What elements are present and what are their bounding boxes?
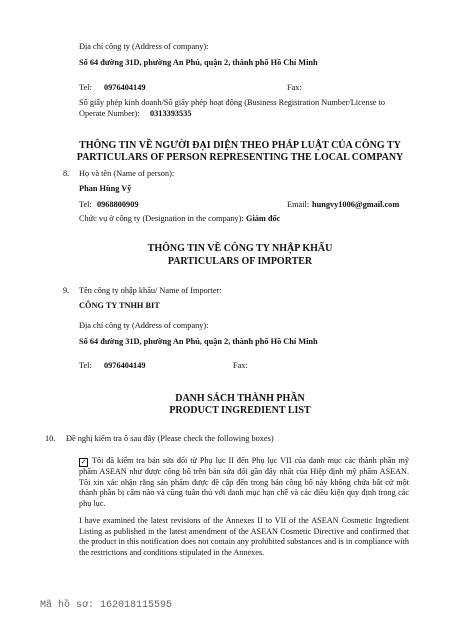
company-tel-value: 0976404149 bbox=[104, 83, 146, 92]
company-address-label: Địa chỉ công ty (Address of company): bbox=[79, 42, 209, 51]
importer-name-value: CÔNG TY TNHH BIT bbox=[79, 301, 160, 310]
representative-name-label: Họ và tên (Name of person): bbox=[79, 169, 175, 178]
declaration-vi-text: Tôi đã kiểm tra bản sửa đổi từ Phụ lục II đến Phụ lục VII của danh mục các thành phần mỹ phẩm ASEAN như được công bố trên bản sửa đổi gần đây nhất của Hiệp định mỹ phẩm ASEAN. Tôi xin xác nhận rằng sản phẩm được đề cập đến trong bản công bố này không chứa bất cứ một thành phần bị cấm nào và cũng tuân thủ với danh mục hạn chế và các điều kiện quy định trong các phụ lục. bbox=[79, 456, 409, 508]
ingredients-item-number: 10. bbox=[45, 434, 56, 443]
representative-heading-vi: THÔNG TIN VỀ NGƯỜI ĐẠI DIỆN THEO PHÁP LUẬT CỦA CÔNG TY bbox=[79, 140, 401, 151]
representative-tel-value: 0968800909 bbox=[97, 200, 139, 209]
license-value: 0313393535 bbox=[150, 109, 192, 118]
importer-fax-label: Fax: bbox=[233, 361, 248, 370]
ingredients-declaration-vi bbox=[79, 456, 409, 509]
representative-name-value: Phan Hùng Vỹ bbox=[79, 184, 132, 193]
importer-item-number: 9. bbox=[63, 286, 70, 295]
ingredients-heading-en: PRODUCT INGREDIENT LIST bbox=[169, 405, 311, 416]
representative-email-value: hungvy1006@gmail.com bbox=[312, 200, 400, 209]
importer-name-label: Tên công ty nhập khẩu/ Name of Importer: bbox=[79, 286, 222, 295]
record-code: Mã hồ sơ: 162018115595 bbox=[40, 600, 173, 611]
representative-designation-value: Giám đốc bbox=[246, 214, 281, 223]
company-address-value: Số 64 đường 31D, phường An Phú, quận 2, thành phố Hồ Chí Minh bbox=[79, 58, 318, 67]
importer-address-value: Số 64 đường 31D, phường An Phú, quận 2, thành phố Hồ Chí Minh bbox=[79, 337, 318, 346]
representative-item-number: 8. bbox=[63, 169, 70, 178]
representative-designation-label: Chức vụ ở công ty (Designation in the company): bbox=[79, 214, 244, 223]
company-fax-label: Fax: bbox=[287, 83, 302, 92]
importer-address-label: Địa chỉ công ty (Address of company): bbox=[79, 321, 209, 330]
license-label-line1: Số giấy phép kinh doanh/Số giấy phép hoạt động (Business Registration Number/License to bbox=[79, 98, 386, 107]
ingredients-heading-vi: DANH SÁCH THÀNH PHẦN bbox=[175, 393, 305, 404]
checked-checkbox[interactable]: ✓ bbox=[80, 458, 87, 466]
importer-tel-label: Tel: bbox=[79, 361, 92, 370]
license-label-line2: Operate Number): bbox=[79, 109, 140, 118]
ingredients-instruction: Đề nghị kiểm tra ô sau đây (Please check the following boxes) bbox=[66, 434, 274, 443]
company-tel-label: Tel: bbox=[79, 83, 92, 92]
representative-email-label: Email: bbox=[287, 200, 310, 209]
ingredients-declaration-en: I have examined the latest revisions of the Annexes II to VII of the ASEAN Cosmetic Ingredient Listing as published in the latest amendment of the ASEAN Cosmetic Directive and confirmed that the product in this notification does not contain any prohibited substances and is in compliance with the restrictions and conditions stipulated in the Annexes. bbox=[79, 516, 409, 557]
importer-heading-vi: THÔNG TIN VỀ CÔNG TY NHẬP KHẨU bbox=[147, 243, 333, 254]
representative-tel-label: Tel: bbox=[79, 200, 92, 209]
representative-heading-en: PARTICULARS OF PERSON REPRESENTING THE LOCAL COMPANY bbox=[76, 152, 404, 163]
importer-heading-en: PARTICULARS OF IMPORTER bbox=[167, 256, 313, 267]
importer-tel-value: 0976404149 bbox=[104, 361, 146, 370]
